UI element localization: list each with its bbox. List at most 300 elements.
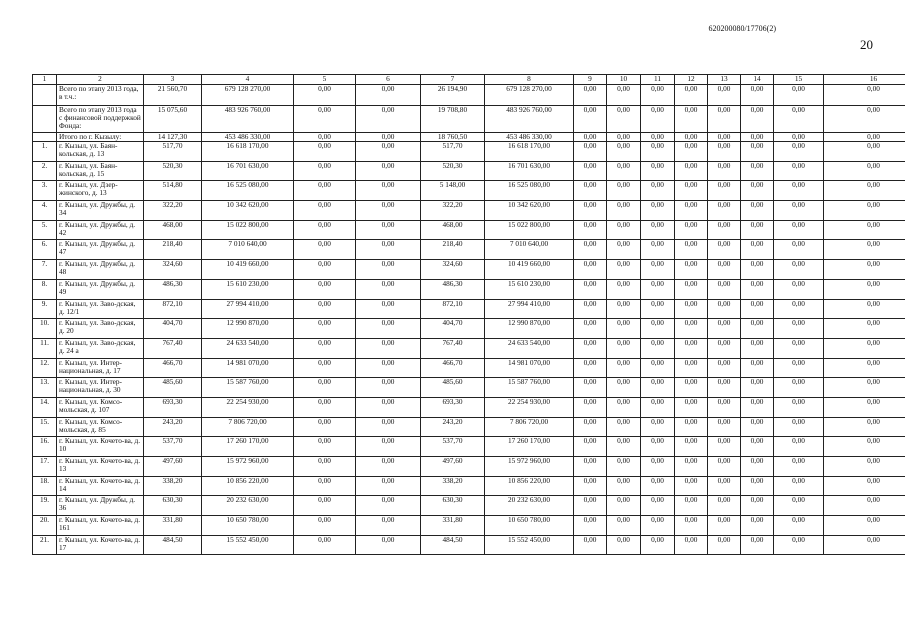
row-value: 517,70 <box>144 142 202 162</box>
row-value: 0,00 <box>641 535 675 555</box>
row-value: 0,00 <box>356 476 421 496</box>
summary-value: 0,00 <box>741 85 774 106</box>
table-row <box>33 319 905 339</box>
summary-value: 0,00 <box>607 133 641 142</box>
row-value: 0,00 <box>741 181 774 201</box>
row-value: 0,00 <box>675 142 708 162</box>
row-value: 0,00 <box>675 417 708 437</box>
row-value: 0,00 <box>774 220 824 240</box>
row-value: 0,00 <box>824 476 905 496</box>
row-value: 0,00 <box>574 338 607 358</box>
row-address: г. Кызыл, ул. Заво-дская, д. 24 а <box>57 338 144 358</box>
table-body <box>33 75 905 555</box>
summary-value: 19 708,80 <box>421 106 485 133</box>
row-address: г. Кызыл, ул. Дружбы, д. 42 <box>57 220 144 240</box>
summary-value: 0,00 <box>708 85 741 106</box>
row-value: 0,00 <box>574 181 607 201</box>
summary-value: 0,00 <box>824 85 905 106</box>
row-value: 0,00 <box>774 437 824 457</box>
row-value: 15 552 450,00 <box>202 535 294 555</box>
row-value: 0,00 <box>356 260 421 280</box>
row-value: 0,00 <box>294 260 356 280</box>
row-value: 7 806 720,00 <box>485 417 574 437</box>
row-value: 630,30 <box>144 496 202 516</box>
row-value: 0,00 <box>741 240 774 260</box>
row-value: 0,00 <box>774 260 824 280</box>
summary-label: Всего по этапу 2013 года, в т.ч.: <box>57 85 144 106</box>
row-value: 0,00 <box>774 201 824 221</box>
row-value: 0,00 <box>574 220 607 240</box>
row-value: 468,00 <box>144 220 202 240</box>
row-value: 0,00 <box>824 378 905 398</box>
row-value: 243,20 <box>421 417 485 437</box>
row-value: 20 232 630,00 <box>202 496 294 516</box>
row-address: г. Кызыл, ул. Комсо-мольская, д. 107 <box>57 397 144 417</box>
row-value: 0,00 <box>574 319 607 339</box>
row-value: 0,00 <box>774 457 824 477</box>
row-value: 0,00 <box>675 240 708 260</box>
row-value: 0,00 <box>641 476 675 496</box>
row-number: 3. <box>33 181 57 201</box>
row-value: 0,00 <box>607 457 641 477</box>
row-value: 0,00 <box>741 358 774 378</box>
row-value: 0,00 <box>824 142 905 162</box>
row-value: 0,00 <box>774 161 824 181</box>
summary-value: 0,00 <box>294 133 356 142</box>
row-number: 19. <box>33 496 57 516</box>
table-row <box>33 240 905 260</box>
column-number: 4 <box>202 75 294 85</box>
row-value: 0,00 <box>824 220 905 240</box>
row-value: 0,00 <box>607 378 641 398</box>
summary-value: 0,00 <box>294 85 356 106</box>
summary-label: Всего по этапу 2013 года с финансовой поддержкой Фонда: <box>57 106 144 133</box>
row-address: г. Кызыл, ул. Заво-дская, д. 12/1 <box>57 299 144 319</box>
row-value: 0,00 <box>708 378 741 398</box>
summary-value: 0,00 <box>356 133 421 142</box>
row-value: 16 618 170,00 <box>485 142 574 162</box>
row-value: 466,70 <box>144 358 202 378</box>
row-value: 0,00 <box>607 181 641 201</box>
row-value: 0,00 <box>675 181 708 201</box>
table-row <box>33 378 905 398</box>
table-row <box>33 457 905 477</box>
summary-value: 679 128 270,00 <box>202 85 294 106</box>
row-value: 0,00 <box>675 437 708 457</box>
table-row <box>33 181 905 201</box>
row-value: 0,00 <box>708 535 741 555</box>
row-value: 17 260 170,00 <box>485 437 574 457</box>
row-address: г. Кызыл, ул. Дружбы, д. 49 <box>57 279 144 299</box>
row-value: 0,00 <box>356 535 421 555</box>
summary-value: 0,00 <box>774 133 824 142</box>
table-row <box>33 535 905 555</box>
row-value: 0,00 <box>824 535 905 555</box>
row-value: 0,00 <box>356 417 421 437</box>
row-value: 15 972 960,00 <box>202 457 294 477</box>
row-value: 0,00 <box>641 417 675 437</box>
row-value: 0,00 <box>641 260 675 280</box>
row-value: 331,80 <box>144 516 202 536</box>
row-value: 0,00 <box>708 496 741 516</box>
row-value: 520,30 <box>421 161 485 181</box>
row-number: 21. <box>33 535 57 555</box>
empty-cell <box>33 85 57 106</box>
row-value: 0,00 <box>641 142 675 162</box>
summary-value: 453 486 330,00 <box>202 133 294 142</box>
row-value: 0,00 <box>774 319 824 339</box>
row-value: 0,00 <box>774 240 824 260</box>
row-value: 0,00 <box>675 220 708 240</box>
row-value: 0,00 <box>675 358 708 378</box>
row-value: 0,00 <box>824 201 905 221</box>
row-value: 0,00 <box>641 299 675 319</box>
row-value: 16 525 080,00 <box>485 181 574 201</box>
document-number: 620200080/17706(2) <box>708 24 776 33</box>
row-value: 16 701 630,00 <box>202 161 294 181</box>
row-value: 0,00 <box>574 260 607 280</box>
row-value: 0,00 <box>824 181 905 201</box>
row-address: г. Кызыл, ул. Комсо-мольская, д. 85 <box>57 417 144 437</box>
row-value: 0,00 <box>675 378 708 398</box>
row-value: 0,00 <box>675 457 708 477</box>
row-value: 0,00 <box>708 457 741 477</box>
summary-row <box>33 85 905 106</box>
row-value: 0,00 <box>607 358 641 378</box>
row-value: 0,00 <box>294 476 356 496</box>
row-value: 0,00 <box>741 535 774 555</box>
row-value: 0,00 <box>708 338 741 358</box>
row-number: 4. <box>33 201 57 221</box>
summary-value: 0,00 <box>607 106 641 133</box>
table-row <box>33 299 905 319</box>
row-value: 767,40 <box>421 338 485 358</box>
row-value: 0,00 <box>824 496 905 516</box>
row-value: 0,00 <box>675 161 708 181</box>
summary-value: 0,00 <box>641 106 675 133</box>
row-value: 0,00 <box>356 161 421 181</box>
row-value: 0,00 <box>741 476 774 496</box>
row-value: 0,00 <box>675 319 708 339</box>
row-value: 0,00 <box>607 417 641 437</box>
row-value: 0,00 <box>708 397 741 417</box>
row-value: 15 022 800,00 <box>485 220 574 240</box>
row-value: 0,00 <box>607 299 641 319</box>
row-value: 0,00 <box>774 299 824 319</box>
row-value: 0,00 <box>356 437 421 457</box>
row-value: 520,30 <box>144 161 202 181</box>
row-value: 0,00 <box>294 319 356 339</box>
row-value: 0,00 <box>574 397 607 417</box>
row-value: 0,00 <box>675 516 708 536</box>
column-number: 12 <box>675 75 708 85</box>
table-row <box>33 338 905 358</box>
row-value: 517,70 <box>421 142 485 162</box>
row-value: 0,00 <box>356 358 421 378</box>
column-number: 15 <box>774 75 824 85</box>
row-value: 0,00 <box>574 279 607 299</box>
row-value: 0,00 <box>641 161 675 181</box>
summary-value: 0,00 <box>356 106 421 133</box>
summary-value: 0,00 <box>774 85 824 106</box>
row-value: 0,00 <box>741 201 774 221</box>
row-address: г. Кызыл, ул. Кочето-ва, д. 10 <box>57 437 144 457</box>
row-number: 13. <box>33 378 57 398</box>
row-value: 322,20 <box>144 201 202 221</box>
row-value: 0,00 <box>356 319 421 339</box>
row-value: 0,00 <box>675 397 708 417</box>
row-value: 0,00 <box>741 161 774 181</box>
row-address: г. Кызыл, ул. Интер-национальная, д. 17 <box>57 358 144 378</box>
column-number: 13 <box>708 75 741 85</box>
row-value: 0,00 <box>356 142 421 162</box>
row-value: 338,20 <box>144 476 202 496</box>
column-number: 2 <box>57 75 144 85</box>
row-value: 0,00 <box>574 457 607 477</box>
row-value: 0,00 <box>824 161 905 181</box>
row-value: 0,00 <box>356 279 421 299</box>
row-value: 10 650 780,00 <box>485 516 574 536</box>
column-number: 11 <box>641 75 675 85</box>
row-value: 0,00 <box>641 279 675 299</box>
row-value: 0,00 <box>574 201 607 221</box>
summary-value: 15 075,60 <box>144 106 202 133</box>
summary-value: 483 926 760,00 <box>485 106 574 133</box>
row-value: 0,00 <box>574 516 607 536</box>
empty-cell <box>33 133 57 142</box>
row-value: 0,00 <box>607 476 641 496</box>
row-value: 486,30 <box>421 279 485 299</box>
row-value: 0,00 <box>824 457 905 477</box>
summary-value: 0,00 <box>824 133 905 142</box>
row-value: 10 856 220,00 <box>485 476 574 496</box>
column-number: 9 <box>574 75 607 85</box>
row-value: 514,80 <box>144 181 202 201</box>
row-number: 18. <box>33 476 57 496</box>
column-number: 8 <box>485 75 574 85</box>
summary-value: 0,00 <box>294 106 356 133</box>
row-value: 484,50 <box>144 535 202 555</box>
summary-value: 0,00 <box>708 106 741 133</box>
row-value: 0,00 <box>675 279 708 299</box>
row-value: 0,00 <box>708 260 741 280</box>
summary-value: 0,00 <box>641 133 675 142</box>
row-number: 15. <box>33 417 57 437</box>
row-value: 0,00 <box>708 437 741 457</box>
summary-value: 0,00 <box>607 85 641 106</box>
row-value: 0,00 <box>774 397 824 417</box>
row-value: 0,00 <box>708 240 741 260</box>
row-value: 0,00 <box>774 496 824 516</box>
row-value: 0,00 <box>741 279 774 299</box>
row-value: 0,00 <box>607 496 641 516</box>
row-value: 0,00 <box>741 397 774 417</box>
row-value: 0,00 <box>356 181 421 201</box>
row-value: 0,00 <box>824 437 905 457</box>
row-value: 0,00 <box>574 358 607 378</box>
table-row <box>33 516 905 536</box>
row-value: 12 990 870,00 <box>202 319 294 339</box>
row-value: 0,00 <box>294 535 356 555</box>
row-value: 767,40 <box>144 338 202 358</box>
data-table <box>32 74 905 555</box>
row-value: 466,70 <box>421 358 485 378</box>
row-value: 0,00 <box>641 496 675 516</box>
row-value: 0,00 <box>607 535 641 555</box>
row-value: 0,00 <box>741 496 774 516</box>
row-value: 0,00 <box>641 378 675 398</box>
row-value: 322,20 <box>421 201 485 221</box>
row-value: 0,00 <box>741 417 774 437</box>
summary-value: 453 486 330,00 <box>485 133 574 142</box>
row-value: 15 610 230,00 <box>202 279 294 299</box>
row-value: 0,00 <box>741 457 774 477</box>
row-value: 0,00 <box>824 338 905 358</box>
table-row <box>33 220 905 240</box>
row-value: 218,40 <box>421 240 485 260</box>
row-value: 0,00 <box>607 201 641 221</box>
row-value: 0,00 <box>741 142 774 162</box>
summary-value: 0,00 <box>675 133 708 142</box>
row-value: 0,00 <box>294 181 356 201</box>
table-row <box>33 476 905 496</box>
row-value: 0,00 <box>824 397 905 417</box>
row-value: 24 633 540,00 <box>202 338 294 358</box>
row-number: 7. <box>33 260 57 280</box>
row-value: 0,00 <box>607 319 641 339</box>
row-value: 693,30 <box>144 397 202 417</box>
summary-value: 14 127,30 <box>144 133 202 142</box>
row-value: 0,00 <box>294 378 356 398</box>
row-value: 0,00 <box>641 201 675 221</box>
row-value: 0,00 <box>356 299 421 319</box>
table-row <box>33 417 905 437</box>
row-value: 15 587 760,00 <box>202 378 294 398</box>
row-value: 27 994 410,00 <box>202 299 294 319</box>
row-value: 0,00 <box>708 299 741 319</box>
row-value: 7 010 640,00 <box>485 240 574 260</box>
row-value: 15 972 960,00 <box>485 457 574 477</box>
row-value: 0,00 <box>741 437 774 457</box>
row-value: 0,00 <box>675 260 708 280</box>
row-value: 0,00 <box>607 240 641 260</box>
row-address: г. Кызыл, ул. Баян-кольская, д. 13 <box>57 142 144 162</box>
row-value: 485,60 <box>144 378 202 398</box>
summary-value: 0,00 <box>356 85 421 106</box>
row-value: 0,00 <box>294 161 356 181</box>
row-value: 0,00 <box>675 338 708 358</box>
row-value: 0,00 <box>294 417 356 437</box>
row-value: 0,00 <box>607 142 641 162</box>
row-value: 0,00 <box>774 476 824 496</box>
row-value: 0,00 <box>607 279 641 299</box>
row-value: 0,00 <box>708 161 741 181</box>
summary-value: 679 128 270,00 <box>485 85 574 106</box>
row-value: 0,00 <box>774 358 824 378</box>
summary-value: 0,00 <box>574 85 607 106</box>
row-number: 10. <box>33 319 57 339</box>
row-value: 0,00 <box>607 516 641 536</box>
summary-value: 18 760,50 <box>421 133 485 142</box>
summary-value: 0,00 <box>675 85 708 106</box>
row-address: г. Кызыл, ул. Дружбы, д. 47 <box>57 240 144 260</box>
row-value: 0,00 <box>708 319 741 339</box>
column-number: 1 <box>33 75 57 85</box>
summary-value: 0,00 <box>574 106 607 133</box>
row-address: г. Кызыл, ул. Кочето-ва, д. 14 <box>57 476 144 496</box>
table-row <box>33 161 905 181</box>
row-value: 0,00 <box>741 338 774 358</box>
row-value: 0,00 <box>641 457 675 477</box>
row-address: г. Кызыл, ул. Дружбы, д. 36 <box>57 496 144 516</box>
table-row <box>33 201 905 221</box>
column-number: 16 <box>824 75 905 85</box>
row-value: 484,50 <box>421 535 485 555</box>
summary-value: 0,00 <box>675 106 708 133</box>
row-value: 14 981 070,00 <box>485 358 574 378</box>
row-value: 7 010 640,00 <box>202 240 294 260</box>
row-value: 0,00 <box>294 201 356 221</box>
row-number: 11. <box>33 338 57 358</box>
row-value: 14 981 070,00 <box>202 358 294 378</box>
row-value: 0,00 <box>641 358 675 378</box>
row-value: 0,00 <box>824 279 905 299</box>
row-value: 0,00 <box>294 437 356 457</box>
row-value: 0,00 <box>356 338 421 358</box>
row-value: 15 587 760,00 <box>485 378 574 398</box>
row-value: 0,00 <box>824 260 905 280</box>
row-value: 20 232 630,00 <box>485 496 574 516</box>
row-value: 0,00 <box>774 142 824 162</box>
row-value: 10 342 620,00 <box>485 201 574 221</box>
row-address: г. Кызыл, ул. Дружбы, д. 48 <box>57 260 144 280</box>
row-value: 12 990 870,00 <box>485 319 574 339</box>
row-value: 324,60 <box>421 260 485 280</box>
row-value: 0,00 <box>294 457 356 477</box>
summary-row <box>33 106 905 133</box>
row-value: 0,00 <box>641 437 675 457</box>
row-value: 0,00 <box>574 161 607 181</box>
row-value: 218,40 <box>144 240 202 260</box>
empty-cell <box>33 106 57 133</box>
row-value: 16 618 170,00 <box>202 142 294 162</box>
row-value: 0,00 <box>774 417 824 437</box>
row-value: 0,00 <box>294 397 356 417</box>
row-value: 0,00 <box>708 220 741 240</box>
row-value: 338,20 <box>421 476 485 496</box>
summary-value: 21 560,70 <box>144 85 202 106</box>
row-value: 0,00 <box>574 476 607 496</box>
row-value: 15 022 800,00 <box>202 220 294 240</box>
table-row <box>33 496 905 516</box>
row-value: 24 633 540,00 <box>485 338 574 358</box>
row-value: 0,00 <box>741 378 774 398</box>
row-value: 0,00 <box>675 535 708 555</box>
summary-value: 0,00 <box>574 133 607 142</box>
row-number: 14. <box>33 397 57 417</box>
row-value: 10 419 660,00 <box>202 260 294 280</box>
row-value: 0,00 <box>356 220 421 240</box>
row-value: 0,00 <box>607 260 641 280</box>
summary-value: 0,00 <box>741 133 774 142</box>
row-value: 0,00 <box>607 437 641 457</box>
row-address: г. Кызыл, ул. Кочето-ва, д. 13 <box>57 457 144 477</box>
row-value: 404,70 <box>421 319 485 339</box>
row-value: 0,00 <box>356 397 421 417</box>
row-value: 0,00 <box>708 358 741 378</box>
table-row <box>33 397 905 417</box>
summary-value: 0,00 <box>774 106 824 133</box>
